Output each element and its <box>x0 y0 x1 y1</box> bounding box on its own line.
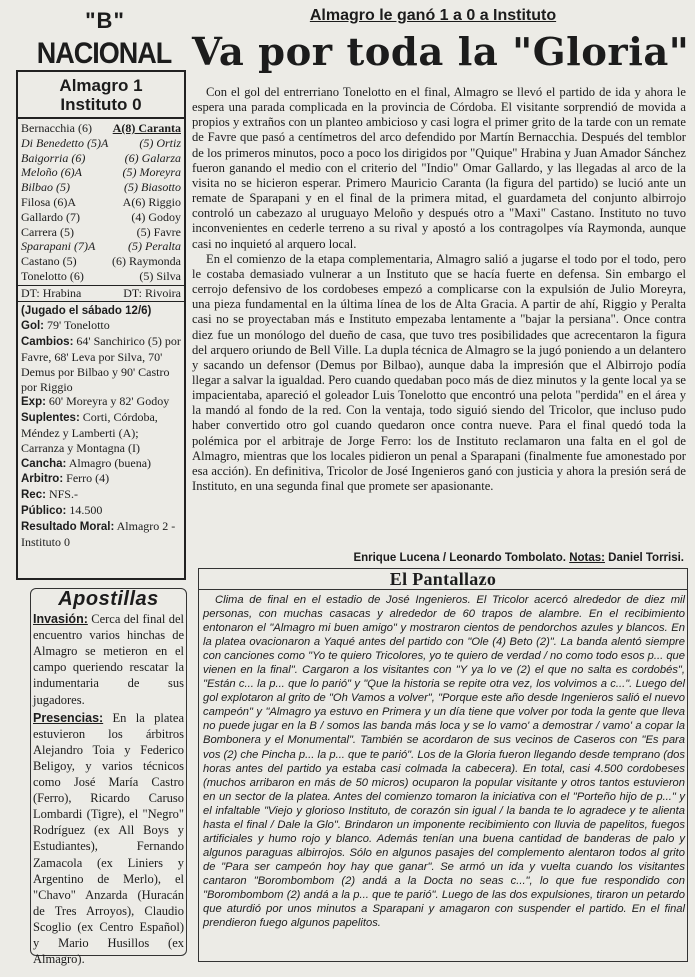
home-score: Almagro 1 <box>59 76 143 95</box>
notes-author: Daniel Torrisi. <box>604 552 684 564</box>
home-player: Carrera (5) <box>21 224 74 239</box>
article-headline: Va por toda la "Gloria" <box>192 30 690 75</box>
lineup-row <box>21 165 181 180</box>
home-player: Sparapani (7)A <box>21 239 96 254</box>
home-player: Filosa (6)A <box>21 194 76 209</box>
away-player: (6) Galarza <box>124 150 181 165</box>
article-kicker: Almagro le ganó 1 a 0 a Instituto <box>309 7 557 24</box>
played-date: (Jugado el sábado 12/6) <box>21 304 152 317</box>
home-player: Baigorria (6) <box>21 150 86 165</box>
away-player: (5) Biasotto <box>124 180 181 195</box>
presencias-note: Presencias: En la platea estuvieron los árbitros Alejandro Toia y Federico Beligoy, y varios técnicos como José María Castro (Ferro), Ricardo Caruso Lombardi (Tigre), el "Negro" Rodríguez (ex All Boys y Estudiantes), Fernando Zamacola (ex Liniers y Argentino de Merlo), el "Chavo" Anzarda (Huracán de Tres Arroyos), Claudio Scoglio (ex Centro Español) y Mario Husillos (ex Almagro). <box>33 710 184 967</box>
lineup-row <box>21 121 181 136</box>
expulsions-detail: Exp: 60' Moreyra y 82' Godoy <box>21 394 170 409</box>
stadium-detail: Cancha: Almagro (buena) <box>21 455 152 470</box>
lineups <box>18 119 184 284</box>
away-player: (6) Raymonda <box>112 254 181 269</box>
lineup-row <box>21 254 181 269</box>
attendance-detail: Público: 14.500 <box>21 502 103 517</box>
authors: Enrique Lucena / Leonardo Tombolato. <box>353 552 570 564</box>
match-card <box>16 70 186 580</box>
away-coach: DT: Rivoira <box>123 285 181 300</box>
away-player: (5) Silva <box>139 268 181 283</box>
away-player: (5) Favre <box>136 224 181 239</box>
apostillas-title: Apostillas <box>58 588 159 610</box>
notes-label: Notas: <box>569 552 605 564</box>
match-details <box>18 302 184 551</box>
home-player: Di Benedetto (5)A <box>21 135 109 150</box>
pantallazo-paragraph: Clima de final en el estadio de José Ingenieros. El Tricolor acercó alrededor de diez mil personas, con muchas casacas y alrededor de 60 trapos de alambre. En el recibimiento entonaron el "Almagro mi buen amigo" y mostraron cientos de pendorchos azules y blancos. En la platea ovacionaron a Yaqué antes del partido con "Ole (4) Beto (2)". La banda alentó siempre con canciones como "Yo te quiero Tricolores, yo te quiero de verdad / no como todo esos p... que vienen en la final". Cargaron a los visitantes con "Y ya lo ve (2) el que no salta es cordobés", "Están c... la p... que lo parió" y "Que la historia se repite otra vez, los volvimos a c...". Luego del gol explotaron al grito de "Oh Vamos a volver", "Porque este año desde Ingenieros salió el nuevo campeón" y "Almagro ya estuvo en Primera y un día tiene que volver por toda la gente que lleva no puede jugar en la B / somos las banda más loca y se lo vamo' a demostrar / vamo' a copar la Bombonera y el Monumental". También se acordaron de sus vecinos de Caseros con "Es para vos (2) che Pincha p... la p... que te parió". Los de la Gloria fueron llegando desde temprano (dos horas antes del partido ya estaba casi colmada la cabecera). En total, casi 4.500 cordobeses (muchos arribaron en más de 50 micros) ocuparon la popular visitante y otros tantos estuvieron en un sector de la platea. Antes del comienzo tomaron la iniciativa con el "Porteño hijo de p..." y el infaltable "Viejo y glorioso Instituto, de corazón sin igual / la banda te lo agradece y te alienta hasta el final / Dale la Glo". Brindaron un imponente recibimiento con lluvia de papelitos, fuegos artificiales y humo rojo y blanco. Además tenían una buena cantidad de banderas de palo y algunos paraguas albirrojos. Sólo en algunos pasajes del complemento alentaron todos al grito de "Para ser campeón hoy hay que ganar". Se armó un ida y vuelta cuando los visitantes cantaron "Borombombom (2) andá a la Docta no seas c...", lo que fue respondido con "Borombombom (2) andá a la p... que te parió". Luego de las dos expulsiones, tiraron un petardo que aturdió por unos minutos a Sparapani y amagaron con suspender el partido. En el final prendieron fuego algunos papelitos. <box>203 594 685 930</box>
home-player: Gallardo (7) <box>21 209 80 224</box>
moral-result-detail: Resultado Moral: Almagro 2 - Instituto 0 <box>21 518 176 549</box>
away-player: A(8) Caranta <box>112 121 181 135</box>
lineup-row <box>21 195 181 210</box>
home-coach: DT: Hrabina <box>21 285 82 300</box>
lineup-row <box>21 210 181 225</box>
lineup-row <box>21 225 181 240</box>
invasion-note: Invasión: Cerca del final del encuentro varios hinchas de Almagro se metieron en el campo queriendo rescatar la indumentaria de sus jugadores. <box>33 612 184 707</box>
article-body <box>192 85 686 494</box>
away-player: (5) Peralta <box>128 239 181 254</box>
lineup-row <box>21 136 181 151</box>
home-player: Meloño (6)A <box>21 165 82 180</box>
home-player: Bernacchia (6) <box>21 121 92 135</box>
lineup-row <box>21 239 181 254</box>
away-player: (4) Godoy <box>131 209 181 224</box>
away-player: (5) Ortiz <box>139 135 181 150</box>
away-player: (5) Moreyra <box>122 165 181 180</box>
away-score: Instituto 0 <box>60 95 142 114</box>
home-player: Tonelotto (6) <box>21 268 84 283</box>
lineup-row <box>21 269 181 284</box>
section-letter: "B" <box>85 8 125 33</box>
article-paragraph: Con el gol del entrerriano Tonelotto en el final, Almagro se llevó el partido de ida y ahora le espera una parada complicada en la provincia de Córdoba. El visitante sorprendió de movida a propios y extraños con un planteo ambicioso y casi logra el primer grito de la tarde con un remate de Favre que pasó a centímetros del arco defendido por Martín Bernacchia. Después del temblor de los primeros minutos, poco a poco los dirigidos por "Quique" Hrabina y Juan Amador Sánchez fueron ganando el medio con el criterio del "Indio" Omar Gallardo, y las llegadas al arco de la visita no se hicieron esperar. Primero Mauricio Caranta (la figura del partido) se lució ante un remate de Sparapani y en el final de la primera mitad, el guardameta del conjunto albirrojo controló un cabezazo al uruguayo Meloño y después otro a "Maxi" Castano. Instituto no tuvo inconvenientes en cederle terreno a su rival y apostó a los contragolpes vía Raymonda, aunque casi no inquietó al arquero local. <box>192 85 686 251</box>
lineup-row <box>21 151 181 166</box>
apostillas-box <box>30 588 187 967</box>
revenue-detail: Rec: NFS.- <box>21 487 78 502</box>
home-player: Bilbao (5) <box>21 180 70 195</box>
substitutes-detail: Suplentes: Corti, Córdoba, Méndez y Lamberti (A); Carranza y Montagna (I) <box>21 410 158 455</box>
pantallazo-title: El Pantallazo <box>198 568 688 590</box>
away-player: A(6) Riggio <box>122 194 181 209</box>
goal-detail: Gol: 79' Tonelotto <box>21 318 110 333</box>
substitutions-detail: Cambios: 64' Sanchirico (5) por Favre, 68' Leva por Silva, 70' Demus por Bilbao y 90' Castro por Riggio <box>21 334 181 394</box>
scoreboard <box>18 72 184 119</box>
lineup-row <box>21 180 181 195</box>
coaches-row <box>18 285 184 302</box>
referee-detail: Arbitro: Ferro (4) <box>21 471 110 486</box>
article-paragraph: En el comienzo de la etapa complementaria, Almagro salió a jugarse el todo por el todo, pero le costaba demasiado vulnerar a un Instituto que se hacía fuerte en defensa. Sin embargo el cerrojo defensivo de los cordobeses empezó a complicarse con la expulsión de Julio Moreyra, una pieza fundamental en la última línea de los de Alta Gracia. A partir de ahí, Riggio y Peralta casi no se proyectaban más e Instituto empezaba lentamente a "bajar la persiana". Once contra diez fue un monólogo del dueño de casa, que tuvo tres posibilidades que acrecentaron la figura del arquero oriundo de Bell Ville. La dupla técnica de Almagro se la jugó poniendo a un delantero y sacando un defensor (Demus por Bilbao), aunque daba la impresión que el Albirrojo podía llegar a salvar la igualdad. Pero cuando quedaban poco más de diez minutos y la gente local ya se impacientaba, apareció el goleador Luis Tonelotto que encontró una pelota "perdida" en el área y la mandó al fondo de la red. Con la ventaja, todo siguió siendo del Tricolor, que incluso pudo haber convertido otro gol cuando quedaron once contra nueve. Para el final quedó toda la polémica por el arbitraje de Jorge Ferro: los de Instituto reclamaron una falta en el gol de Almagro, mientras que los locales pidieron un penal a Sparapani (finalmente fue amonestado por esa acción). En definitiva, Tricolor de José Ingenieros ganó con justicia y ahora la presión será de Instituto, en una segunda final que promete ser apasionante. <box>192 251 686 494</box>
pantallazo-text <box>203 593 685 930</box>
home-player: Castano (5) <box>21 254 77 269</box>
article-byline <box>312 552 684 564</box>
section-name: NACIONAL <box>36 36 172 70</box>
